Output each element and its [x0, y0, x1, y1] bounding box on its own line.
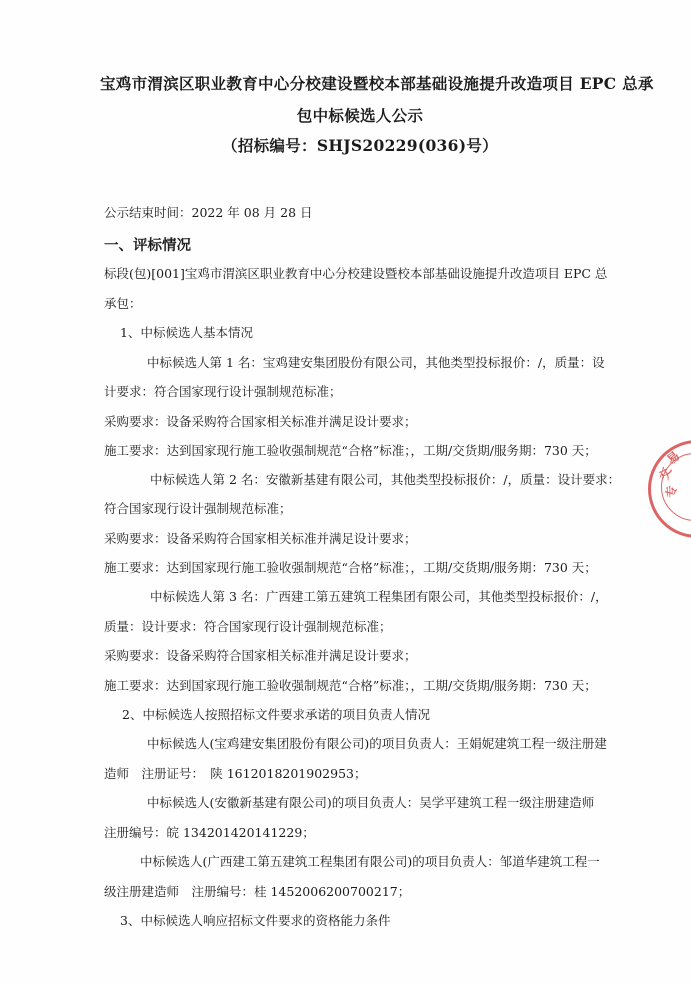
candidate-3-line-2: 质量：设计要求：符合国家现行设计强制规范标准；	[104, 619, 392, 634]
document-title-line-1: 宝鸡市渭滨区职业教育中心分校建设暨校本部基础设施提升改造项目 EPC 总承	[100, 74, 654, 93]
lot-description-line-2: 承包：	[104, 296, 142, 311]
announcement-end-date: 公示结束时间：2022 年 08 月 28 日	[104, 205, 313, 220]
project-manager-3-line-1: 中标候选人(广西建工第五建筑工程集团有限公司)的项目负责人：邹道华建筑工程一	[140, 854, 600, 869]
project-manager-1-line-1: 中标候选人(宝鸡建安集团股份有限公司)的项目负责人：王娟妮建筑工程一级注册建	[147, 736, 607, 751]
document-title-line-2: 包中标候选人公示	[296, 106, 424, 125]
subsection-heading-qualifications: 3、中标候选人响应招标文件要求的资格能力条件	[120, 913, 391, 928]
candidate-1-line-3: 采购要求：设备采购符合国家相关标准并满足设计要求；	[104, 414, 417, 429]
project-manager-2-line-1: 中标候选人(安徽新基建有限公司)的项目负责人：吴学平建筑工程一级注册建造师	[147, 795, 595, 810]
official-seal: 交 易 专	[648, 440, 691, 538]
project-manager-3-line-2: 级注册建造师 注册编号：桂 1452006200700217；	[104, 884, 411, 899]
project-manager-2-line-2: 注册编号：皖 134201420141229；	[104, 825, 315, 840]
candidate-1-line-2: 计要求：符合国家现行设计强制规范标准；	[104, 384, 342, 399]
candidate-3-line-3: 采购要求：设备采购符合国家相关标准并满足设计要求；	[104, 648, 417, 663]
tender-number: （招标编号：SHJS20229(036)号）	[222, 136, 498, 155]
candidate-3-line-1: 中标候选人第 3 名：广西建工第五建筑工程集团有限公司，其他类型投标报价：/，	[150, 589, 608, 604]
project-manager-1-line-2: 造师 注册证号： 陕 1612018201902953；	[104, 766, 367, 781]
lot-description-line-1: 标段(包)[001]宝鸡市渭滨区职业教育中心分校建设暨校本部基础设施提升改造项目 EPC 总	[104, 266, 608, 281]
candidate-1-line-1: 中标候选人第 1 名：宝鸡建安集团股份有限公司，其他类型投标报价：/，质量：设	[147, 355, 605, 370]
candidate-3-line-4: 施工要求：达到国家现行施工验收强制规范“合格”标准；，工期/交货期/服务期：730 天；	[104, 678, 597, 693]
section-heading-evaluation: 一、评标情况	[104, 237, 191, 254]
subsection-heading-candidates: 1、中标候选人基本情况	[120, 325, 253, 340]
candidate-2-line-3: 采购要求：设备采购符合国家相关标准并满足设计要求；	[104, 531, 417, 546]
subsection-heading-project-managers: 2、中标候选人按照招标文件要求承诺的项目负责人情况	[122, 707, 430, 722]
candidate-2-line-4: 施工要求：达到国家现行施工验收强制规范“合格”标准；，工期/交货期/服务期：730 天；	[104, 560, 597, 575]
candidate-2-line-2: 符合国家现行设计强制规范标准；	[104, 501, 292, 516]
candidate-2-line-1: 中标候选人第 2 名：安徽新基建有限公司，其他类型投标报价：/，质量：设计要求：	[150, 472, 621, 487]
candidate-1-line-4: 施工要求：达到国家现行施工验收强制规范“合格”标准；，工期/交货期/服务期：730 天；	[104, 443, 597, 458]
